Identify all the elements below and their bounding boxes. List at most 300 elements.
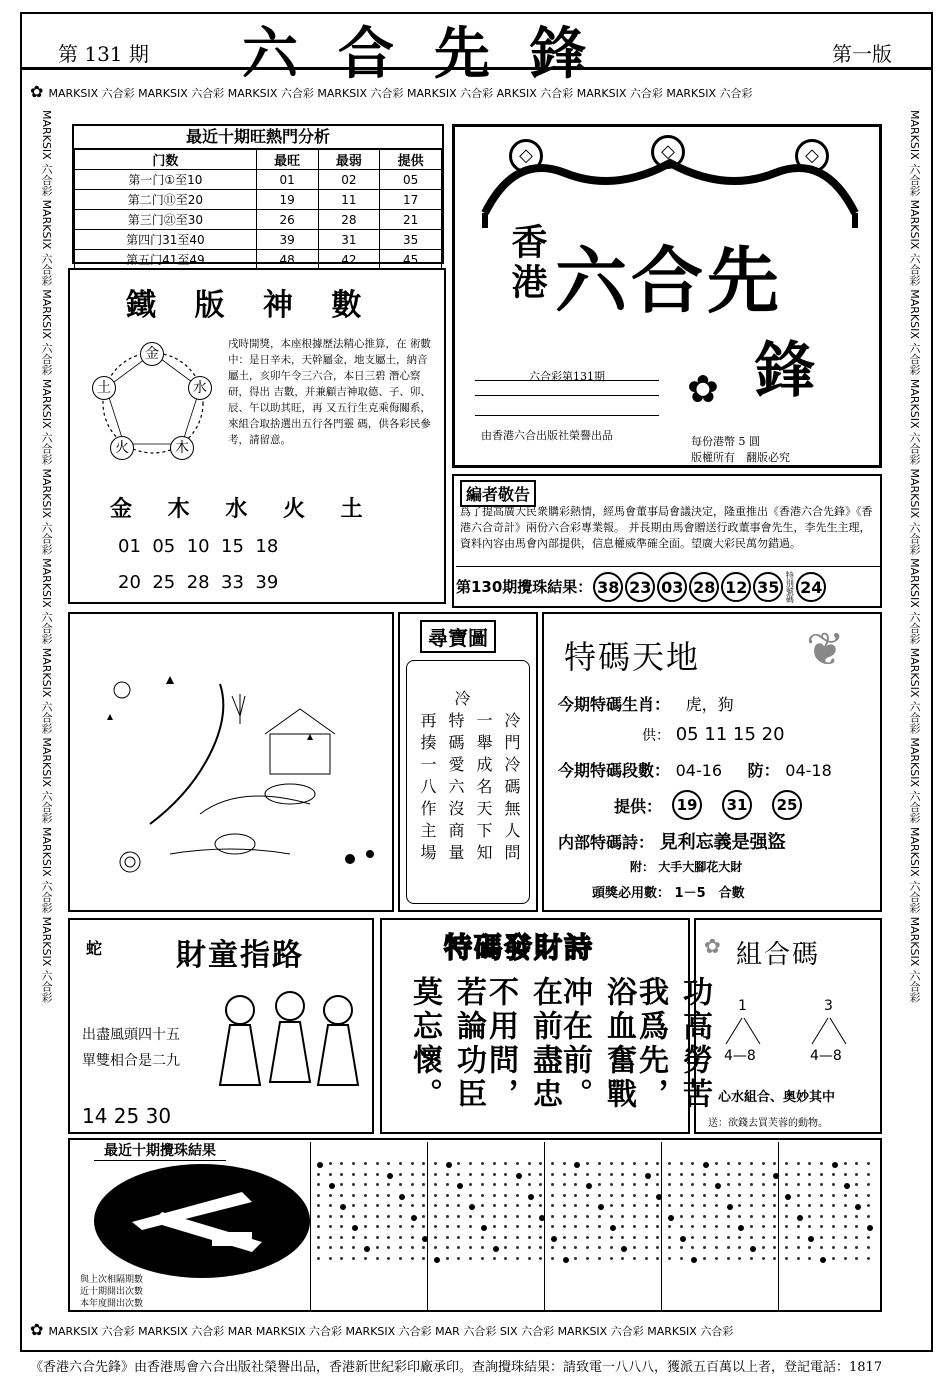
grid-dot [329,1183,335,1189]
combo-box [694,918,882,1134]
grid-dot [446,1173,449,1176]
grid-dot [738,1257,741,1260]
poem-label: 内部特碼詩： [558,833,655,852]
grid-dot [340,1246,343,1249]
grid-dot [703,1183,706,1186]
grid-dot [317,1246,320,1249]
grid-dot [352,1236,355,1239]
grid-dot [469,1173,472,1176]
hong-kong-label: 香港 [506,223,547,303]
draw-ball: 28 [689,572,719,602]
grid-dot [691,1204,694,1207]
table-row [75,250,442,270]
grid-dot [422,1215,425,1218]
defend-label: 防： [747,761,780,780]
grid-dot [563,1225,566,1228]
grid-dot [469,1204,475,1210]
flower-icon: ✿ [30,82,49,101]
footer-text: 《香港六合先鋒》由香港馬會六合出版社榮譽出品，香港新世紀彩印廠承印。查詢攪珠結果：請致電一八八八，獲派五百萬以上者，登記電話：1817 [30,1360,883,1375]
grid-dot [680,1173,683,1176]
grid-dot [715,1194,718,1197]
grid-dot [469,1246,472,1249]
grid-dot [539,1194,542,1197]
grid-dot [820,1246,823,1249]
grid-dot [668,1194,671,1197]
grid-dot [762,1225,765,1228]
grid-dot [434,1215,437,1218]
grid-dot [703,1236,706,1239]
grid-dot [680,1236,686,1242]
grid-dot [680,1225,683,1228]
grid-dot [457,1246,460,1249]
grid-dot [598,1257,601,1260]
combo-caption: 心水組合、奥妙其中 [718,1090,836,1105]
flower-icon: ✿ [30,1320,49,1339]
grid-dot [340,1204,346,1210]
grid-dot [364,1162,367,1165]
poem-title: 特碼發財詩 [444,931,595,964]
grid-dot [820,1236,823,1239]
grid-dot [422,1204,425,1207]
grid-dot [446,1236,449,1239]
grid-dot [352,1257,355,1260]
grid-dot [668,1225,671,1228]
grid-dot [762,1162,765,1165]
grid-dot [773,1257,776,1260]
element-earth: 土 [92,376,116,400]
grid-dot [504,1204,507,1207]
grid-dot [434,1204,437,1207]
special-ball: 24 [796,572,826,602]
grid-dot [773,1183,776,1186]
grid-dot [610,1194,613,1197]
grid-dot [808,1162,811,1165]
treasure-col-4: 再揍一八作主場 [418,712,437,866]
grid-dot [516,1257,519,1260]
grid-dot [656,1173,659,1176]
grid-dot [832,1204,835,1207]
grid-dot [785,1162,788,1165]
grid-dot [457,1225,460,1228]
grid-dot [528,1204,531,1207]
range-label: 今期特碼段數： [558,761,671,780]
grid-dot [586,1204,589,1207]
grid-dot [493,1236,496,1239]
header-bar [22,14,931,87]
left-border-text: MARKSIX 六合彩 MARKSIX 六合彩 MARKSIX 六合彩 MARKSIX 六合彩 MARKSIX 六合彩 MARKSIX 六合彩 MARKSIX 六合彩 MARKSIX 六合彩 MARKSIX 六合彩 MARKSIX 六合彩 [40,110,53,1003]
grid-dot [610,1225,616,1231]
last-draw-row [456,566,880,606]
grid-separator [427,1142,428,1310]
grid-dot [610,1183,613,1186]
grid-dot [738,1236,741,1239]
grid-dot [820,1257,826,1263]
attach-row [630,858,742,875]
grid-dot [551,1257,554,1260]
grid-dot [715,1246,718,1249]
grid-dot [621,1183,624,1186]
flower-icon: ✿ [687,367,719,411]
bottom-border-strip [30,1320,925,1342]
grid-dot [808,1225,811,1228]
grid-dot [434,1162,437,1165]
grid-dot [528,1236,531,1239]
grid-dot [504,1246,507,1249]
grid-dot [457,1162,460,1165]
grid-dot [867,1183,870,1186]
grid-dot [434,1225,437,1228]
grid-dot [481,1257,484,1260]
grid-dot [563,1257,569,1263]
grid-dot [516,1173,522,1179]
grid-dot [422,1183,425,1186]
grid-dot [586,1225,589,1228]
grid-dot [411,1246,414,1249]
grid-dot [867,1257,870,1260]
grid-dot [446,1257,449,1260]
grid-dot [855,1183,858,1186]
grid-dot [340,1194,343,1197]
grid-dot [563,1173,566,1176]
grid-dot [493,1246,499,1252]
grid-dot [411,1257,414,1260]
grid-dot [610,1173,613,1176]
grid-dot [750,1225,753,1228]
grid-dot [411,1236,414,1239]
grid-dot [446,1215,449,1218]
grid-dot [797,1236,800,1239]
table-cell: 28 [318,210,380,230]
grid-dot [610,1257,613,1260]
grid-dot [844,1236,847,1239]
grid-dot [586,1173,589,1176]
grid-dot [750,1183,753,1186]
grid-dot [727,1162,730,1165]
iron-text: 戌時開獎，本座根據歷法精心推算，在 術數中：是日辛未，天幹屬金，地支屬土，納音 屬土，亥卯午令三六合，本日三碧 潛心察研，得出 吉數，并兼顧吉神取德、子、卯、辰、午以助其旺，再 又五行生克乘侮關系，來組合取捨選出五行各門靈 碼，供各彩民參考，請留意。 [228,338,431,446]
grid-dot [539,1257,542,1260]
grid-dot [738,1162,741,1165]
grid-dot [808,1194,811,1197]
grid-dot [329,1236,332,1239]
special-zone-title: 特碼天地 [564,638,701,676]
grid-dot [563,1204,566,1207]
grid-dot [528,1246,531,1249]
grid-dot [551,1194,554,1197]
grid-dot [387,1257,390,1260]
treasure-title: 尋寶圖 [420,620,496,653]
attach-value: 大手大腳花大財 [658,860,743,874]
grid-dot [539,1204,542,1207]
grid-dot [364,1225,367,1228]
grid-dot [504,1236,507,1239]
top-border-text: MARKSIX 六合彩 MARKSIX 六合彩 MARKSIX 六合彩 MARKSIX 六合彩 MARKSIX 六合彩 ARKSIX 六合彩 MARKSIX 六合彩 MARKSIX 六合彩 [48,87,753,100]
grid-dot [844,1257,847,1260]
grid-dot [808,1183,811,1186]
notice-box [452,474,882,608]
grid-dot [539,1183,542,1186]
element-metal: 金 [140,342,164,366]
bottom-border-text: MARKSIX 六合彩 MARKSIX 六合彩 MAR MARKSIX 六合彩 MARKSIX 六合彩 MAR 六合彩 SIX 六合彩 MARKSIX 六合彩 MARKSIX 六合彩 [48,1325,734,1338]
grid-dot [715,1257,718,1260]
issue-line [475,365,659,381]
grid-separator [778,1142,779,1310]
grid-separator [544,1142,545,1310]
grid-dot [539,1225,542,1228]
grid-dot [574,1246,577,1249]
poem-col-4: 若論功臣莫忘懷。 [407,976,486,1112]
price-line: 每份港幣 5 圓 [691,435,760,448]
grid-dot [855,1173,858,1176]
grid-dot [750,1162,753,1165]
last-draw-label: 第130期攪珠結果： [456,578,593,596]
grid-dot [434,1257,440,1263]
grid-dot [411,1173,414,1176]
grid-dot [727,1173,730,1176]
table-row [75,230,442,250]
grid-dot [738,1173,741,1176]
stat-rows [80,1274,143,1310]
grid-dot [855,1246,858,1249]
hot-cold-title: 最近十期旺熱門分析 [74,126,442,149]
grid-dot [434,1183,437,1186]
special-zone-box [542,612,882,912]
table-row [75,190,442,210]
hot-cold-table [74,149,442,270]
grid-dot [610,1236,613,1239]
top-border-strip [30,82,925,104]
grid-dot [481,1183,484,1186]
grid-dot [691,1194,694,1197]
grid-dot [785,1183,788,1186]
grid-dot [785,1257,788,1260]
grid-dot [808,1204,811,1207]
combo-left-bottom: 4—8 [724,1048,756,1064]
table-cell: 26 [256,210,318,230]
provide-number: 31 [722,790,752,820]
poem-col-2: 浴血奮戰冲在前。 [557,976,636,1112]
grid-dot [422,1173,425,1176]
scene-box [68,612,394,912]
grid-dot [493,1183,496,1186]
grid-dot [457,1173,460,1176]
zodiac-label: 今期特碼生肖： [558,695,671,714]
grid-dot [528,1225,531,1228]
table-cell: 17 [380,190,442,210]
grid-dot [656,1204,659,1207]
grid-dot [469,1236,472,1239]
grid-dot [504,1194,507,1197]
grid-dot [621,1162,624,1165]
grid-dot [504,1183,507,1186]
grid-dot [785,1204,788,1207]
grid-dot [855,1204,861,1210]
landscape-illustration [70,614,392,910]
grid-dot [574,1194,577,1197]
grid-dot [598,1194,601,1197]
grid-dot [340,1225,343,1228]
grid-dot [411,1204,414,1207]
grid-dot [364,1215,367,1218]
table-cell: 第五门41至49 [75,250,257,270]
grid-dot [773,1236,776,1239]
draw-ball: 23 [625,572,655,602]
grid-dot [621,1194,624,1197]
grid-dot [645,1225,648,1228]
grid-dot [727,1183,730,1186]
grid-dot [481,1215,484,1218]
grid-dot [387,1246,390,1249]
element-wood: 木 [170,436,194,460]
grid-dot [656,1225,659,1228]
grid-dot [668,1246,671,1249]
grid-dot [528,1215,531,1218]
grid-dot [364,1194,367,1197]
grid-dot [633,1246,636,1249]
stat-row-2: 近十期開出次數 [80,1287,144,1297]
grid-dot [762,1236,765,1239]
table-cell: 31 [318,230,380,250]
table-cell: 01 [256,170,318,190]
grid-dot [656,1246,659,1249]
recent-draws-box [68,1138,882,1312]
grid-dot [797,1246,800,1249]
grid-dot [422,1246,425,1249]
grid-dot [364,1173,367,1176]
grid-dot [317,1215,320,1218]
grid-dot [750,1257,753,1260]
head-value: 1－5 合數 [674,886,745,901]
grid-dot [352,1225,358,1231]
grid-dot [855,1194,858,1197]
table-cell: 第三门㉑至30 [75,210,257,230]
grid-dot [691,1162,694,1165]
grid-dot [808,1236,814,1242]
grid-dot [633,1204,636,1207]
issue-line-text: 六合彩第131期 [529,370,605,383]
grid-dot [656,1162,659,1165]
grid-dot [387,1215,390,1218]
grid-dot [399,1236,402,1239]
grid-dot [340,1236,343,1239]
grid-dot [844,1183,850,1189]
grid-dot [563,1236,566,1239]
provide-number: 25 [772,790,802,820]
grid-dot [820,1225,823,1228]
grid-dot [855,1257,858,1260]
grid-dot [598,1215,601,1218]
grid-dot [317,1173,320,1176]
iron-numbers-line1: 01 05 10 15 18 [118,536,279,557]
grid-dot [797,1194,800,1197]
grid-dot [668,1236,671,1239]
stat-row-1: 與上次相隔期數 [80,1275,144,1285]
grid-dot [691,1183,694,1186]
supply-label: 供： [642,728,670,744]
provide-numbers [662,790,812,820]
grid-dot [621,1204,624,1207]
grid-dot [773,1246,776,1249]
grid-dot [563,1183,566,1186]
grid-dot [832,1215,835,1218]
head-label: 頭獎必用數： [592,886,671,901]
grid-dot [633,1162,636,1165]
grid-dot [376,1204,379,1207]
grid-dot [376,1236,379,1239]
grid-dot [364,1183,367,1186]
stat-row-3: 本年度開出次數 [80,1299,144,1309]
grid-dot [645,1236,648,1239]
hot-cold-table-box [72,124,444,267]
grid-dot [621,1257,624,1260]
grid-dot [399,1183,402,1186]
table-cell: 45 [380,250,442,270]
grid-dot [411,1225,414,1228]
table-cell: 第四门31至40 [75,230,257,250]
grid-dot [317,1236,320,1239]
grid-dot [364,1246,370,1252]
grid-dot [563,1215,566,1218]
grid-dot [808,1215,811,1218]
grid-dot [773,1204,776,1207]
defend-value: 04-18 [785,761,832,780]
grid-dot [738,1246,741,1249]
grid-dot [668,1204,671,1207]
grid-dot [574,1236,577,1239]
grid-dot [656,1257,659,1260]
grid-dot [797,1183,800,1186]
grid-dot [551,1246,554,1249]
element-water: 水 [188,376,212,400]
grid-dot [516,1236,519,1239]
grid-dot [340,1183,343,1186]
table-row [75,170,442,190]
attach-label: 附： [630,860,655,874]
combo-note: 送：欲錢去買芙蓉的動物。 [708,1118,828,1129]
grid-dot [399,1257,402,1260]
copyright-line: 版權所有 翻版必究 [691,451,790,464]
grid-dot [844,1173,847,1176]
grid-dot [727,1236,730,1239]
grid-dot [504,1225,507,1228]
grid-dot [785,1173,788,1176]
grid-dot [855,1225,858,1228]
draw-ball: 03 [657,572,687,602]
grid-dot [457,1257,460,1260]
grid-dot [820,1204,823,1207]
grid-dot [867,1236,870,1239]
edition-label: 第一版 [832,42,892,66]
grid-dot [481,1204,484,1207]
grid-dot [469,1162,472,1165]
grid-dot [633,1173,636,1176]
provide-row [614,790,812,820]
coin-icon: ◇ [509,139,543,173]
grid-dot [691,1215,694,1218]
grid-dot [820,1183,823,1186]
range-row [558,758,832,781]
grid-dot [727,1257,730,1260]
grid-dot [352,1162,355,1165]
grid-dot [457,1204,460,1207]
grid-dot [539,1246,542,1249]
grid-dot [867,1225,873,1231]
grid-dot [574,1173,577,1176]
grid-dot [586,1162,589,1165]
poem-col-3: 在前盡忠不用問， [483,976,562,1112]
grid-dot [738,1215,741,1218]
poem-value: 見利忘義是强盜 [659,832,786,853]
grid-dot [645,1162,648,1165]
